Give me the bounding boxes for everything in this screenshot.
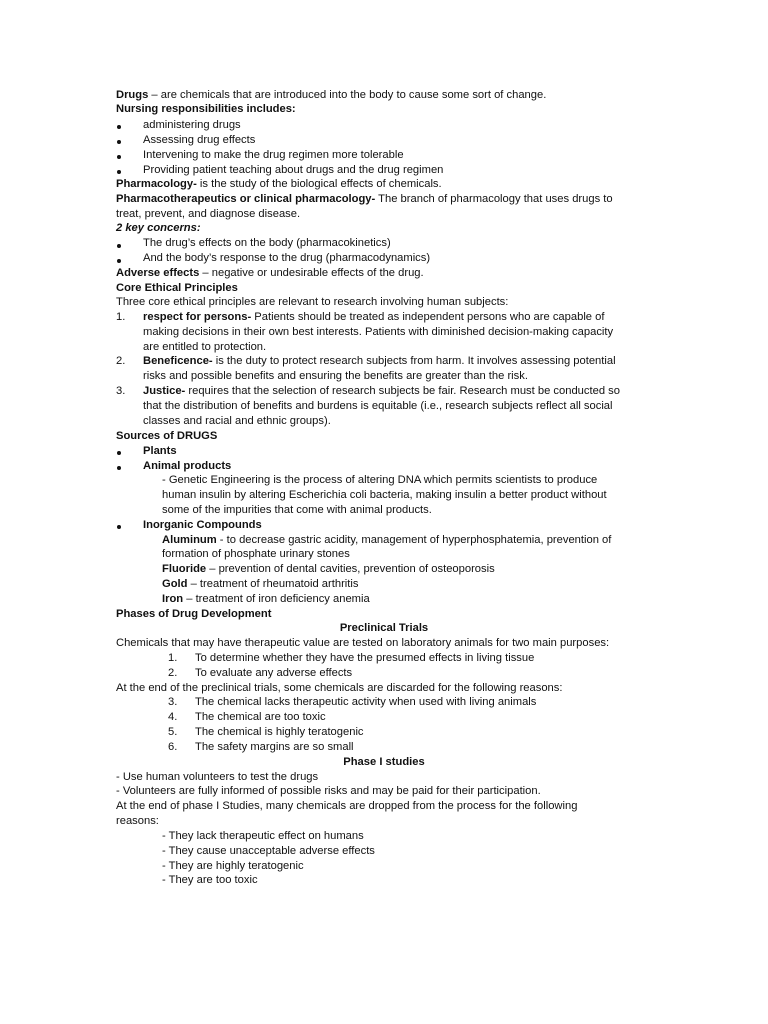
adverse-effects-definition: Adverse effects – negative or undesirable effects of the drug.: [116, 267, 424, 279]
list-number: 4.: [168, 711, 178, 723]
bullet-icon: [117, 125, 121, 129]
list-item: administering drugs: [143, 119, 241, 131]
sources-heading: Sources of DRUGS: [116, 430, 218, 442]
ethics-principle-1: respect for persons- Patients should be treated as independent persons who are capable of: [143, 311, 605, 323]
ethics-principle-3-cont: classes and racial and ethnic groups).: [143, 415, 331, 427]
list-number: 3.: [116, 385, 126, 397]
concerns-heading: 2 key concerns:: [116, 222, 201, 234]
list-item: Plants: [143, 445, 177, 457]
phase1-line: At the end of phase I Studies, many chemicals are dropped from the process for the following: [116, 800, 578, 812]
list-item: The drug’s effects on the body (pharmacokinetics): [143, 237, 391, 249]
ethics-principle-1-cont: are entitled to protection.: [143, 341, 267, 353]
pharmacotherapeutics-definition-cont: treat, prevent, and diagnose disease.: [116, 208, 301, 220]
list-item: The chemical is highly teratogenic: [195, 726, 364, 738]
preclinical-end-text: At the end of the preclinical trials, some chemicals are discarded for the following reasons:: [116, 682, 563, 694]
gold-text: Gold – treatment of rheumatoid arthritis: [162, 578, 359, 590]
list-number: 1.: [168, 652, 178, 664]
aluminum-text-cont: formation of phosphate urinary stones: [162, 548, 350, 560]
list-item: The chemical are too toxic: [195, 711, 326, 723]
bullet-icon: [117, 170, 121, 174]
phase1-reason: - They are too toxic: [162, 874, 258, 886]
list-item: Intervening to make the drug regimen more tolerable: [143, 149, 404, 161]
list-number: 1.: [116, 311, 126, 323]
ethics-heading: Core Ethical Principles: [116, 282, 238, 294]
phase1-line: - Volunteers are fully informed of possible risks and may be paid for their participation.: [116, 785, 541, 797]
bullet-icon: [117, 451, 121, 455]
preclinical-intro: Chemicals that may have therapeutic value are tested on laboratory animals for two main purposes:: [116, 637, 610, 649]
list-item: And the body’s response to the drug (pharmacodynamics): [143, 252, 431, 264]
ethics-principle-3: Justice- requires that the selection of research subjects be fair. Research must be conducted so: [143, 385, 620, 397]
pharmacotherapeutics-definition: Pharmacotherapeutics or clinical pharmacology- The branch of pharmacology that uses drugs to: [116, 193, 613, 205]
phase1-line: - Use human volunteers to test the drugs: [116, 771, 319, 783]
bullet-icon: [117, 525, 121, 529]
list-item: Providing patient teaching about drugs and the drug regimen: [143, 164, 444, 176]
iron-text: Iron – treatment of iron deficiency anemia: [162, 593, 370, 605]
bullet-icon: [117, 140, 121, 144]
list-item: Animal products: [143, 460, 232, 472]
ethics-principle-3-cont: that the distribution of benefits and burdens is equitable (i.e., research subjects reflect all social: [143, 400, 613, 412]
list-item: To determine whether they have the presumed effects in living tissue: [195, 652, 535, 664]
drugs-definition: Drugs – are chemicals that are introduced into the body to cause some sort of change.: [116, 89, 547, 101]
list-number: 2.: [116, 355, 126, 367]
list-item: Assessing drug effects: [143, 134, 256, 146]
list-item: To evaluate any adverse effects: [195, 667, 353, 679]
genetic-engineering-text: human insulin by altering Escherichia coli bacteria, making insulin a better product without: [162, 489, 607, 501]
ethics-principle-1-cont: making decisions in their own best interests. Patients with diminished decision-making capacity: [143, 326, 614, 338]
phase1-title: Phase I studies: [343, 756, 425, 768]
list-item: The chemical lacks therapeutic activity when used with living animals: [195, 696, 537, 708]
bullet-icon: [117, 466, 121, 470]
ethics-principle-2: Beneficence- is the duty to protect research subjects from harm. It involves assessing potential: [143, 355, 616, 367]
genetic-engineering-text: some of the impurities that come with animal products.: [162, 504, 432, 516]
nursing-heading: Nursing responsibilities includes:: [116, 103, 296, 115]
fluoride-text: Fluoride – prevention of dental cavities, prevention of osteoporosis: [162, 563, 495, 575]
preclinical-title: Preclinical Trials: [339, 622, 429, 634]
list-item: The safety margins are so small: [195, 741, 354, 753]
phase1-reason: - They lack therapeutic effect on humans: [162, 830, 364, 842]
genetic-engineering-text: - Genetic Engineering is the process of altering DNA which permits scientists to produce: [162, 474, 598, 486]
list-number: 3.: [168, 696, 178, 708]
list-number: 5.: [168, 726, 178, 738]
phases-heading: Phases of Drug Development: [116, 608, 272, 620]
list-number: 2.: [168, 667, 178, 679]
ethics-principle-2-cont: risks and possible benefits and ensuring the benefits are greater than the risk.: [143, 370, 528, 382]
list-number: 6.: [168, 741, 178, 753]
aluminum-text: Aluminum - to decrease gastric acidity, management of hyperphosphatemia, prevention of: [162, 534, 612, 546]
ethics-intro: Three core ethical principles are relevant to research involving human subjects:: [116, 296, 509, 308]
pharmacology-definition: Pharmacology- is the study of the biological effects of chemicals.: [116, 178, 442, 190]
phase1-reason: - They are highly teratogenic: [162, 860, 304, 872]
bullet-icon: [117, 244, 121, 248]
phase1-line: reasons:: [116, 815, 159, 827]
list-item: Inorganic Compounds: [143, 519, 262, 531]
bullet-icon: [117, 155, 121, 159]
phase1-reason: - They cause unacceptable adverse effects: [162, 845, 375, 857]
bullet-icon: [117, 259, 121, 263]
